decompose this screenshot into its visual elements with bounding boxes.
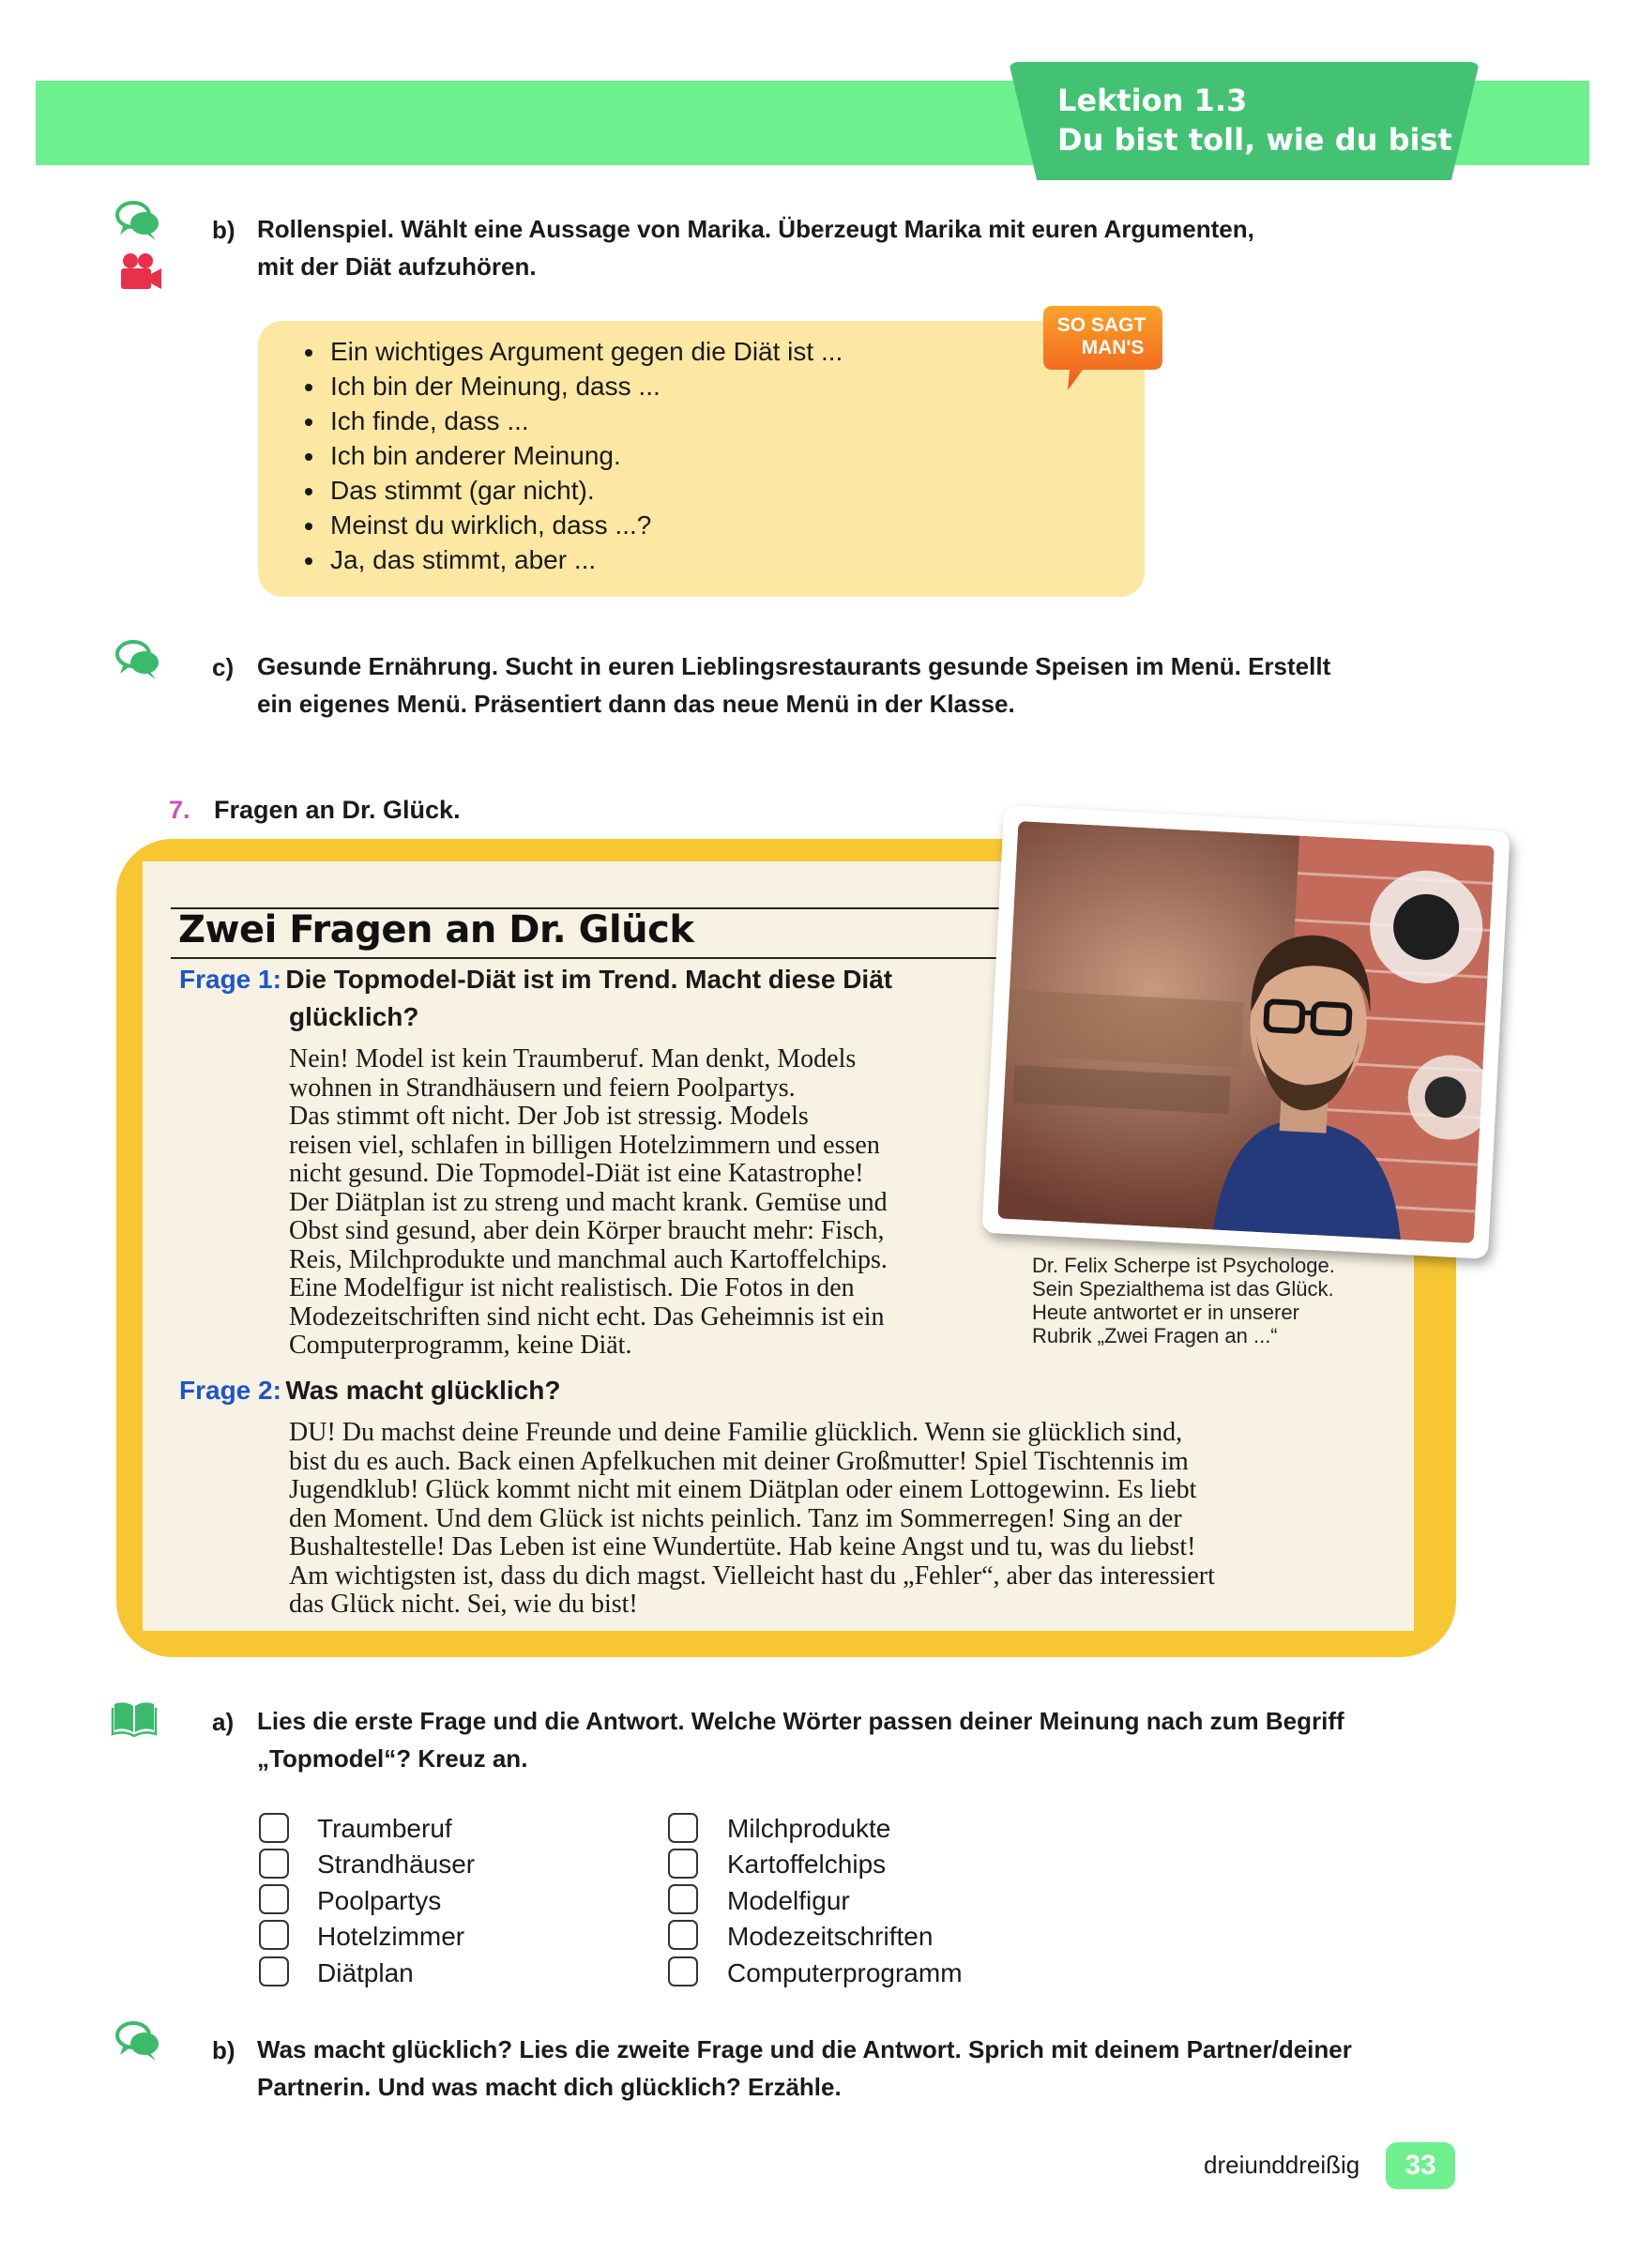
- checkbox-label: Kartoffelchips: [727, 1849, 887, 1879]
- task-a-line1: Lies die erste Frage und die Antwort. Welche Wörter passen deiner Meinung nach zum Begriff: [257, 1707, 1344, 1735]
- checkbox[interactable]: [259, 1849, 289, 1879]
- checkbox[interactable]: [668, 1813, 698, 1843]
- task-c-line2: ein eigenes Menü. Präsentiert dann das neue Menü in der Klasse.: [257, 690, 1015, 718]
- question-2: [179, 1372, 930, 1409]
- portrait-photo-frame: [981, 805, 1510, 1259]
- answer-2-line: bist du es auch. Back einen Apfelkuchen mit deiner Großmutter! Spiel Tischtennis im: [289, 1446, 1189, 1476]
- task-c-letter: c): [212, 653, 235, 681]
- phrase-item: • Ein wichtiges Argument gegen die Diät ist ...: [327, 334, 843, 369]
- photo-caption: [1032, 1254, 1407, 1347]
- task-b2-line1: Was macht glücklich? Lies die zweite Frage und die Antwort. Sprich mit deinem Partner/deiner: [257, 2035, 1352, 2063]
- so-sagt-mans-badge: [1040, 302, 1166, 394]
- checkbox[interactable]: [259, 1956, 289, 1986]
- answer-1-line: Eine Modelfigur ist nicht realistisch. Die Fotos in den: [289, 1273, 855, 1302]
- phrase-item: • Ich bin der Meinung, dass ...: [327, 369, 843, 403]
- lesson-number: Lektion 1.3: [1057, 83, 1248, 118]
- question-2-label: Frage 2:: [179, 1376, 281, 1405]
- question-1-line2: glücklich?: [289, 1002, 419, 1031]
- checkbox[interactable]: [259, 1920, 289, 1950]
- task-b2-instruction: [257, 2031, 1477, 2106]
- open-book-icon: [111, 1695, 158, 1738]
- task-b-letter: b): [212, 216, 235, 244]
- question-2-text: Was macht glücklich?: [285, 1376, 561, 1405]
- answer-1-line: Modezeitschriften sind nicht echt. Das Geheimnis ist ein: [289, 1301, 885, 1332]
- checkbox[interactable]: [668, 1920, 698, 1950]
- task-a-instruction: [257, 1702, 1477, 1777]
- checkbox-label: Computerprogramm: [727, 1958, 963, 1987]
- caption-line: Dr. Felix Scherpe ist Psychologe.: [1032, 1254, 1335, 1277]
- answer-2: [289, 1419, 1377, 1620]
- answer-1: [289, 1045, 1002, 1361]
- caption-line: Sein Spezialthema ist das Glück.: [1032, 1277, 1334, 1301]
- answer-2-line: Bushaltestelle! Das Leben ist eine Wundertüte. Hab keine Angst und tu, was du liebst!: [289, 1532, 1196, 1561]
- task-b2-line2: Partnerin. Und was macht dich glücklich? Erzähle.: [257, 2073, 842, 2101]
- phrase-item: • Das stimmt (gar nicht).: [327, 473, 843, 508]
- answer-2-line: den Moment. Und dem Glück ist nichts peinlich. Tanz im Sommerregen! Sing an der: [289, 1503, 1182, 1533]
- question-1-line1: Die Topmodel-Diät ist im Trend. Macht diese Diät: [285, 965, 893, 994]
- task-c-line1: Gesunde Ernährung. Sucht in euren Lieblingsrestaurants gesunde Speisen im Menü. Erstellt: [257, 652, 1331, 680]
- answer-2-line: das Glück nicht. Sei, wie du bist!: [289, 1590, 638, 1619]
- checkbox-label: Traumberuf: [317, 1814, 452, 1843]
- caption-line: Heute antwortet er in unserer: [1032, 1301, 1299, 1324]
- answer-1-line: Nein! Model ist kein Traumberuf. Man denkt, Models: [289, 1044, 857, 1073]
- checkbox[interactable]: [668, 1884, 698, 1914]
- phrase-item: • Ich bin anderer Meinung.: [327, 438, 843, 473]
- answer-1-line: nicht gesund. Die Topmodel-Diät ist eine Katastrophe!: [289, 1159, 864, 1188]
- caption-line: Rubrik „Zwei Fragen an ...“: [1032, 1324, 1278, 1347]
- badge-line2: MAN'S: [1081, 337, 1145, 358]
- article-title: Zwei Fragen an Dr. Glück: [178, 908, 694, 951]
- speech-bubbles-icon: [114, 199, 161, 242]
- speech-bubbles-icon: [114, 2019, 161, 2063]
- phrase-item: • Ich finde, dass ...: [327, 403, 843, 438]
- badge-line1: SO SAGT: [1056, 314, 1147, 336]
- checkbox[interactable]: [668, 1849, 698, 1879]
- phrase-item: • Ja, das stimmt, aber ...: [327, 542, 843, 577]
- task-b-line1: Rollenspiel. Wählt eine Aussage von Marika. Überzeugt Marika mit euren Argumenten,: [257, 215, 1254, 243]
- task-a-letter: a): [212, 1708, 235, 1736]
- answer-1-line: wohnen in Strandhäusern und feiern Poolpartys.: [289, 1073, 796, 1103]
- checkbox[interactable]: [668, 1956, 698, 1986]
- answer-2-line: Am wichtigsten ist, dass du dich magst. Vielleicht hast du „Fehler“, aber das interessiert: [289, 1560, 1215, 1591]
- answer-1-line: Das stimmt oft nicht. Der Job ist stressig. Models: [289, 1102, 809, 1131]
- checkbox-label: Strandhäuser: [317, 1849, 476, 1879]
- answer-1-line: Computerprogramm, keine Diät.: [289, 1331, 632, 1360]
- phrase-item: • Meinst du wirklich, dass ...?: [327, 508, 843, 542]
- checkbox-label: Modelfigur: [727, 1886, 850, 1915]
- portrait-photo: [997, 821, 1494, 1243]
- checkbox-label: Modezeitschriften: [727, 1922, 934, 1951]
- title-rule-bottom: [171, 957, 1004, 959]
- page-number: 33: [1386, 2142, 1455, 2189]
- task-b-line2: mit der Diät aufzuhören.: [257, 252, 537, 281]
- lesson-title: Du bist toll, wie du bist: [1057, 122, 1452, 158]
- checkbox[interactable]: [259, 1813, 289, 1843]
- checkbox-label: Diätplan: [317, 1958, 414, 1987]
- page-number-word: dreiunddreißig: [1204, 2151, 1360, 2179]
- task-a-line2: „Topmodel“? Kreuz an.: [257, 1744, 528, 1773]
- checkbox-label: Hotelzimmer: [317, 1922, 465, 1951]
- question-1: [179, 961, 986, 998]
- checkbox[interactable]: [259, 1884, 289, 1914]
- exercise-title: Fragen an Dr. Glück.: [214, 796, 461, 824]
- exercise-number: 7.: [169, 796, 190, 824]
- checkbox-label: Poolpartys: [317, 1886, 442, 1915]
- answer-1-line: Der Diätplan ist zu streng und macht krank. Gemüse und: [289, 1187, 888, 1217]
- speech-bubbles-icon: [114, 638, 161, 681]
- task-b2-letter: b): [212, 2036, 235, 2064]
- lesson-heading: [1057, 81, 1470, 160]
- task-c-instruction: [257, 647, 1430, 723]
- video-camera-icon: [117, 250, 164, 293]
- answer-2-line: DU! Du machst deine Freunde und deine Familie glücklich. Wenn sie glücklich sind,: [289, 1418, 1183, 1447]
- answer-2-line: Jugendklub! Glück kommt nicht mit einem Diätplan oder einem Lottogewinn. Es liebt: [289, 1475, 1197, 1504]
- checkbox-label: Milchprodukte: [727, 1814, 891, 1843]
- question-1-label: Frage 1:: [179, 965, 281, 994]
- answer-1-line: Reis, Milchprodukte und manchmal auch Kartoffelchips.: [289, 1244, 888, 1274]
- answer-1-line: Obst sind gesund, aber dein Körper braucht mehr: Fisch,: [289, 1216, 885, 1245]
- answer-1-line: reisen viel, schlafen in billigen Hotelzimmern und essen: [289, 1130, 880, 1160]
- phrase-list: [281, 334, 843, 577]
- task-b-instruction: [257, 210, 1383, 285]
